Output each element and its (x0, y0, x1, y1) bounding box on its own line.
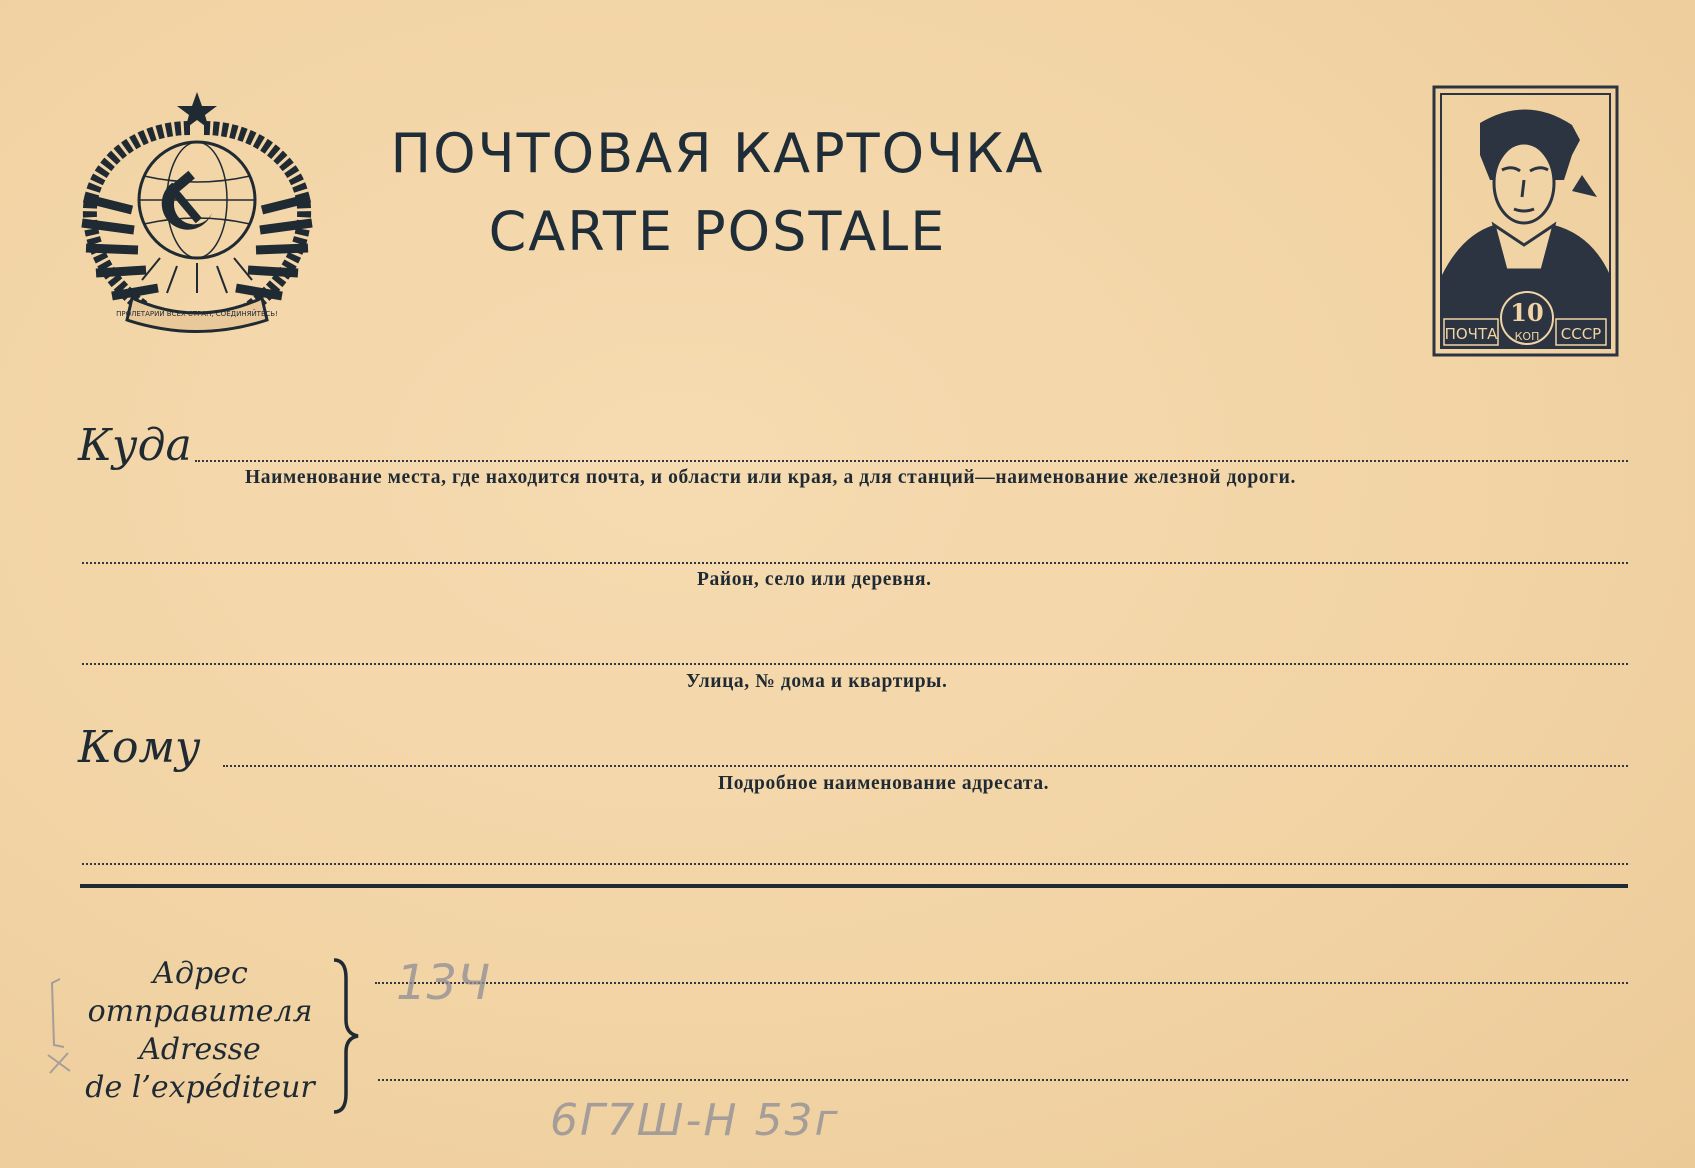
address-hint-2: Район, село или деревня. (697, 569, 932, 590)
address-line-1[interactable] (195, 460, 1628, 462)
sender-label-fr-1: Adresse (139, 1032, 261, 1067)
sender-label (70, 955, 330, 1107)
stamp-unit: КОП (1514, 330, 1540, 343)
sender-label-fr-2: de l’expéditeur (85, 1070, 315, 1105)
sender-line-2[interactable] (378, 1079, 1628, 1081)
address-line-3[interactable] (82, 663, 1628, 665)
pencil-code: 13Ч (396, 955, 490, 1011)
emblem-ribbon-text: ПРОЛЕТАРИИ ВСЕХ СТРАН, СОЕДИНЯЙТЕСЬ! (116, 310, 278, 318)
recipient-hint: Подробное наименование адресата. (718, 773, 1050, 794)
sender-brace (330, 958, 360, 1114)
worker-portrait (1442, 109, 1610, 315)
recipient-line-2[interactable] (82, 863, 1628, 865)
card-title-ru: ПОЧТОВАЯ КАРТОЧКА (390, 122, 1045, 185)
stamp-denomination: 10 (1510, 298, 1544, 327)
separator-rule (80, 884, 1628, 888)
sender-label-ru-2: отправителя (87, 994, 313, 1029)
stamp-left-text: ПОЧТА (1444, 325, 1498, 343)
pencil-bracket-mark (42, 975, 82, 1075)
to-whom-label: Кому (78, 722, 201, 773)
address-hint-3: Улица, № дома и квартиры. (686, 671, 948, 692)
printed-stamp (1432, 85, 1619, 357)
address-line-2[interactable] (82, 562, 1628, 564)
stamp-right-text: СССР (1560, 325, 1602, 343)
address-hint-1: Наименование места, где находится почта, и области или края, а для станций—наименование железной дороги. (245, 467, 1296, 488)
recipient-line-1[interactable] (223, 765, 1628, 767)
sender-line-1[interactable] (375, 982, 1628, 984)
sender-label-ru-1: Адрес (152, 956, 248, 991)
to-where-label: Куда (78, 420, 192, 471)
pencil-note: 6Г7Ш-Н 53г (550, 1095, 840, 1146)
card-title-fr: CARTE POSTALE (488, 200, 947, 263)
